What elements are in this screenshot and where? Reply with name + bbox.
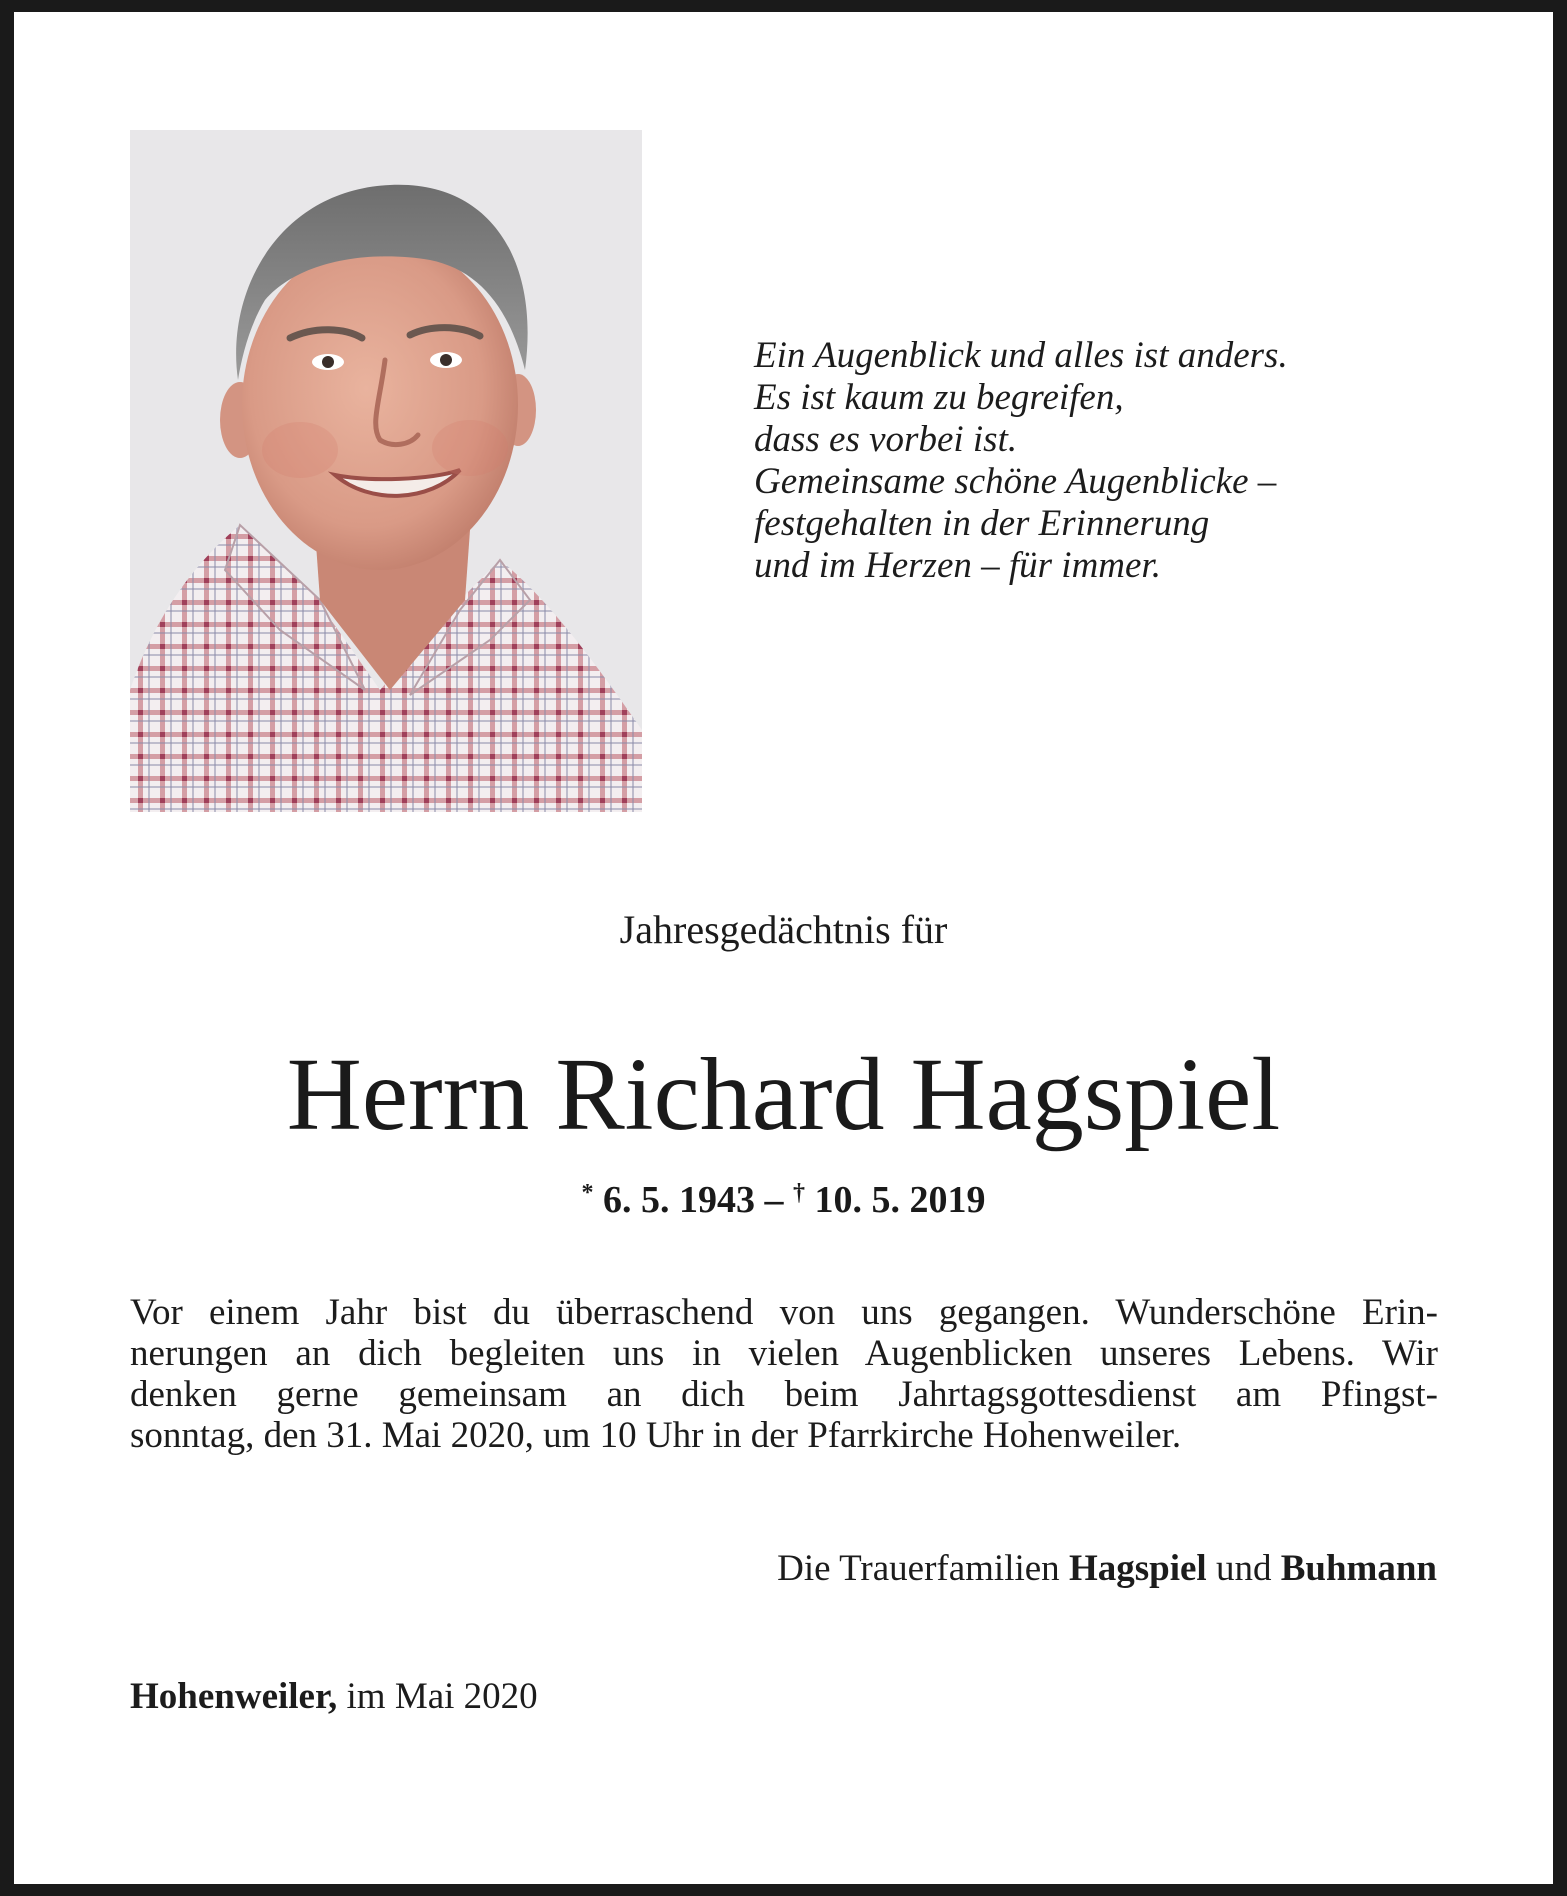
deceased-name: Herrn Richard Hagspiel: [286, 1037, 1281, 1152]
death-symbol: †: [793, 1180, 805, 1206]
poem-line: festgehalten in der Erinnerung: [754, 503, 1210, 544]
poem-line: dass es vorbei ist.: [754, 419, 1018, 460]
signature-prefix: Die Trauerfamilien: [777, 1548, 1069, 1589]
poem-line: und im Herzen – für immer.: [754, 545, 1161, 586]
poem-line: Ein Augenblick und alles ist anders.: [754, 335, 1288, 376]
birth-symbol: *: [581, 1180, 594, 1206]
text-line: sonntag, den 31. Mai 2020, um 10 Uhr in der Pfarrkirche Hohenweiler.: [130, 1415, 1182, 1456]
place-date: [130, 1675, 538, 1719]
family-name-1: Hagspiel: [1068, 1548, 1207, 1589]
poem: [754, 335, 1394, 587]
text-line: nerungen an dich begleiten uns in vielen Augenblicken unseres Lebens. Wir: [130, 1333, 1438, 1374]
signature-joiner: und: [1206, 1548, 1281, 1589]
portrait-photo: [130, 130, 642, 812]
family-name-2: Buhmann: [1280, 1548, 1437, 1589]
text-line: Vor einem Jahr bist du überraschend von uns gegangen. Wunderschöne Erin-: [130, 1292, 1438, 1333]
poem-line: Gemeinsame schöne Augenblicke –: [754, 461, 1277, 502]
text-line: denken gerne gemeinsam an dich beim Jahrtagsgottesdienst am Pfingst-: [130, 1374, 1438, 1415]
family-signature: [777, 1547, 1437, 1591]
memorial-intro: Jahresgedächtnis für: [619, 907, 948, 952]
place-name: Hohenweiler,: [130, 1676, 338, 1717]
life-dates: [0, 1168, 1567, 1225]
death-date: 10. 5. 2019: [805, 1179, 986, 1221]
poem-line: Es ist kaum zu begreifen,: [754, 377, 1124, 418]
portrait-illustration: [130, 130, 642, 812]
birth-date: 6. 5. 1943 –: [593, 1179, 793, 1221]
announcement-text: [130, 1292, 1438, 1456]
publication-date: im Mai 2020: [337, 1676, 538, 1717]
